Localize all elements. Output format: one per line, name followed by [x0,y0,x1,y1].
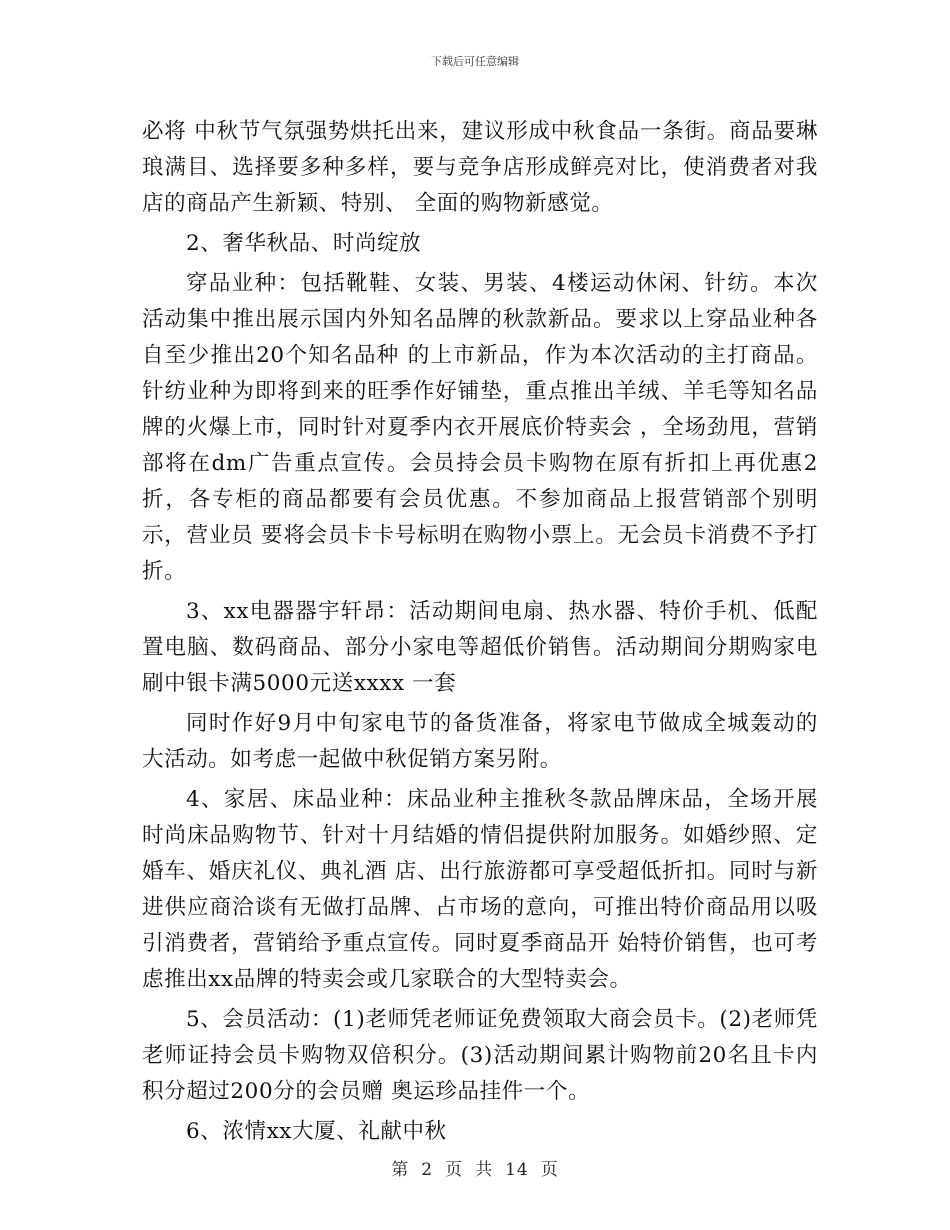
paragraph-apparel: 穿品业种：包括靴鞋、女装、男装、4楼运动休闲、针纺。本次活动集中推出展示国内外知名品牌的秋款新品。要求以上穿品业种各自至少推出20个知名品种 的上市新品，作为本次活动的主打商品。针纺业种为即将到来的旺季作好铺垫，重点推出羊绒、羊毛等知名品牌的火爆上市，同时针对夏季内衣开展底价特卖会 ，全场劲甩，营销部将在dm广告重点宣传。会员持会员卡购物在原有折扣上再优惠2折，各专柜的商品都要有会员优惠。不参加商品上报营销部个别明示，营业员 要将会员卡卡号标明在购物小票上。无会员卡消费不予打折。 [142,271,818,584]
page-header-note: 下载后可任意编辑 [431,55,519,68]
footer-label-ye-end: 页 [540,1160,559,1180]
footer-label-di: 第 [391,1160,410,1180]
footer-label-ye: 页 [445,1160,464,1180]
section-heading-autumn-fashion: 2、奢华秋品、时尚绽放 [186,231,422,256]
paragraph-home-bedding: 4、家居、床品业种：床品业种主推秋冬款品牌床品，全场开展时尚床品购物节、针对十月结婚的情侣提供附加服务。如婚纱照、定婚车、婚庆礼仪、典礼酒 店、出行旅游都可享受超低折扣。同时与新进供应商洽谈有无做打品牌、占市场的意向，可推出特价商品用以吸引消费者，营销给予重点宣传。同时夏季商品开 始特价销售，也可考虑推出xx品牌的特卖会或几家联合的大型特卖会。 [142,787,818,992]
document-body [142,114,818,1150]
paragraph-member-activities: 5、会员活动：(1)老师凭老师证免费领取大商会员卡。(2)老师凭老师证持会员卡购物双倍积分。(3)活动期间累计购物前20名且卡内积分超过200分的会员赠 奥运珍品挂件一个。 [142,1007,818,1104]
section-heading-mid-autumn: 6、浓情xx大厦、礼献中秋 [186,1119,447,1144]
footer-page-number: 2 [421,1160,434,1180]
footer-label-gong: 共 [475,1160,494,1180]
footer-total-pages: 14 [505,1160,529,1180]
page-footer [0,1155,950,1180]
paragraph-appliance-festival: 同时作好9月中旬家电节的备货准备，将家电节做成全城轰动的大活动。如考虑一起做中秋促销方案另附。 [142,711,818,772]
paragraph-electronics: 3、xx电器器宇轩昂：活动期间电扇、热水器、特价手机、低配置电脑、数码商品、部分小家电等超低价销售。活动期间分期购家电刷中银卡满5000元送xxxx 一套 [142,599,818,696]
paragraph-intro-continuation: 必将 中秋节气氛强势烘托出来，建议形成中秋食品一条街。商品要琳琅满目、选择要多种多样，要与竞争店形成鲜亮对比，使消费者对我店的商品产生新颖、特别、 全面的购物新感觉。 [142,119,818,216]
